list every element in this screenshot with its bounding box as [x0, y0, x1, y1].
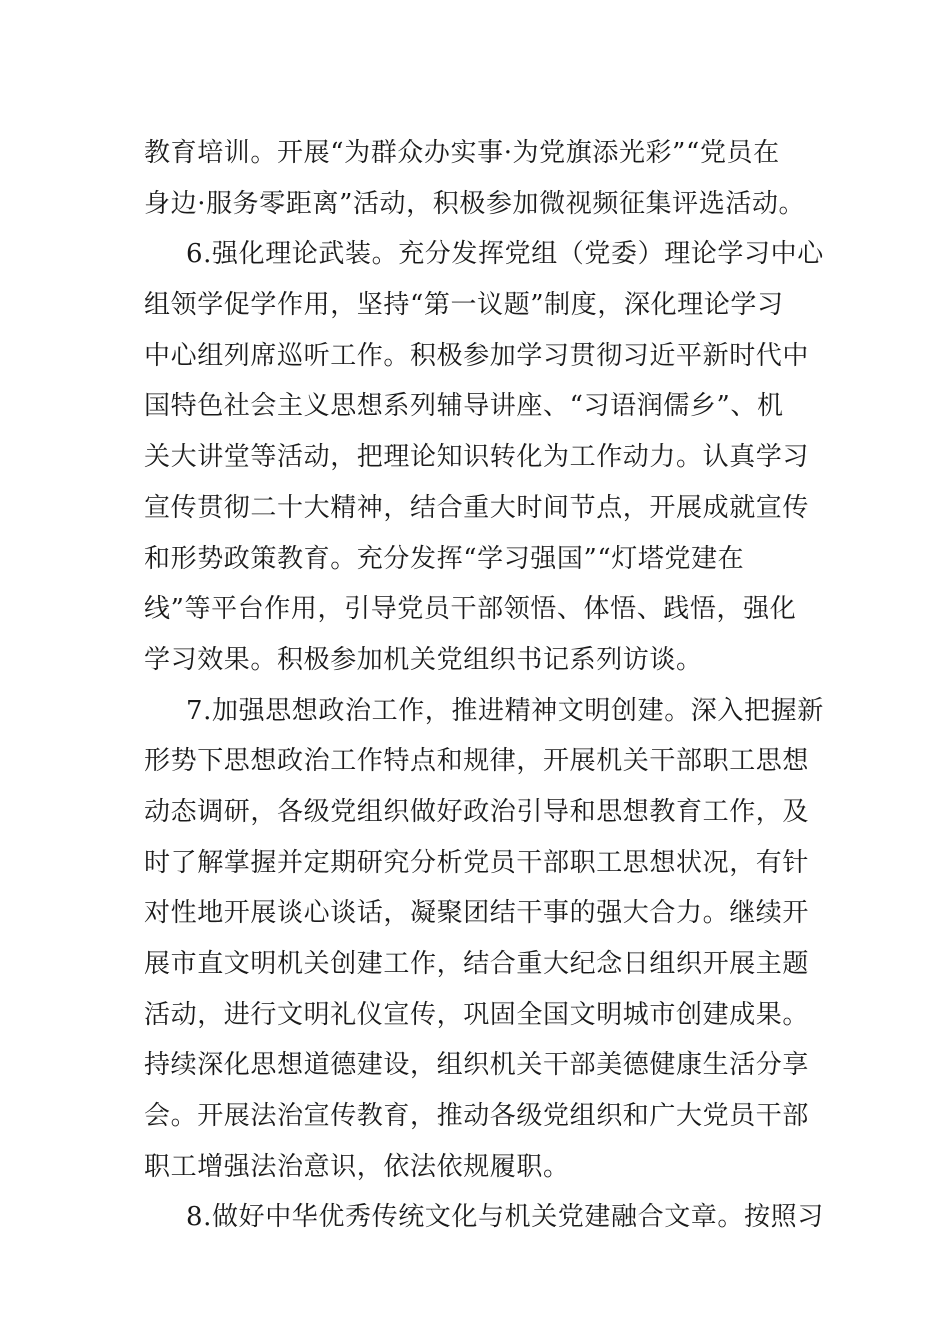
text-line: 组领学促学作用，坚持“第一议题”制度，深化理论学习 — [144, 290, 784, 321]
text-line: 国特色社会主义思想系列辅导讲座、“习语润儒乡”、机 — [144, 391, 784, 422]
text-line: 和形势政策教育。充分发挥“学习强国”“灯塔党建在 — [144, 543, 745, 574]
section-7-heading-line: 7.加强思想政治工作，推进精神文明创建。深入把握新 — [186, 695, 824, 726]
text-line: 动态调研，各级党组织做好政治引导和思想教育工作，及 — [144, 796, 810, 827]
text-line: 身边·服务零距离”活动，积极参加微视频征集评选活动。 — [144, 188, 806, 219]
text-line: 活动，进行文明礼仪宣传，巩固全国文明城市创建成果。 — [144, 999, 810, 1030]
text-line: 时了解掌握并定期研究分析党员干部职工思想状况，有针 — [144, 847, 810, 878]
section-6-heading-line: 6.强化理论武装。充分发挥党组（党委）理论学习中心 — [186, 239, 824, 270]
text-line: 对性地开展谈心谈话，凝聚团结干事的强大合力。继续开 — [144, 898, 810, 929]
text-line: 线”等平台作用，引导党员干部领悟、体悟、践悟，强化 — [144, 594, 797, 625]
text-line: 宣传贯彻二十大精神，结合重大时间节点，开展成就宣传 — [144, 492, 810, 523]
text-line: 教育培训。开展“为群众办实事·为党旗添光彩”“党员在 — [144, 138, 780, 168]
text-line: 中心组列席巡听工作。积极参加学习贯彻习近平新时代中 — [144, 340, 810, 371]
document-body — [144, 128, 824, 1243]
text-line: 职工增强法治意识，依法依规履职。 — [144, 1151, 570, 1182]
text-line: 学习效果。积极参加机关党组织书记系列访谈。 — [144, 644, 703, 675]
text-line: 持续深化思想道德建设，组织机关干部美德健康生活分享 — [144, 1050, 810, 1081]
text-line: 展市直文明机关创建工作，结合重大纪念日组织开展主题 — [144, 949, 810, 979]
text-line: 关大讲堂等活动，把理论知识转化为工作动力。认真学习 — [144, 442, 810, 473]
section-8-heading-line: 8.做好中华优秀传统文化与机关党建融合文章。按照习 — [186, 1202, 824, 1233]
text-line: 形势下思想政治工作特点和规律，开展机关干部职工思想 — [144, 746, 810, 777]
text-line: 会。开展法治宣传教育，推动各级党组织和广大党员干部 — [144, 1101, 810, 1132]
